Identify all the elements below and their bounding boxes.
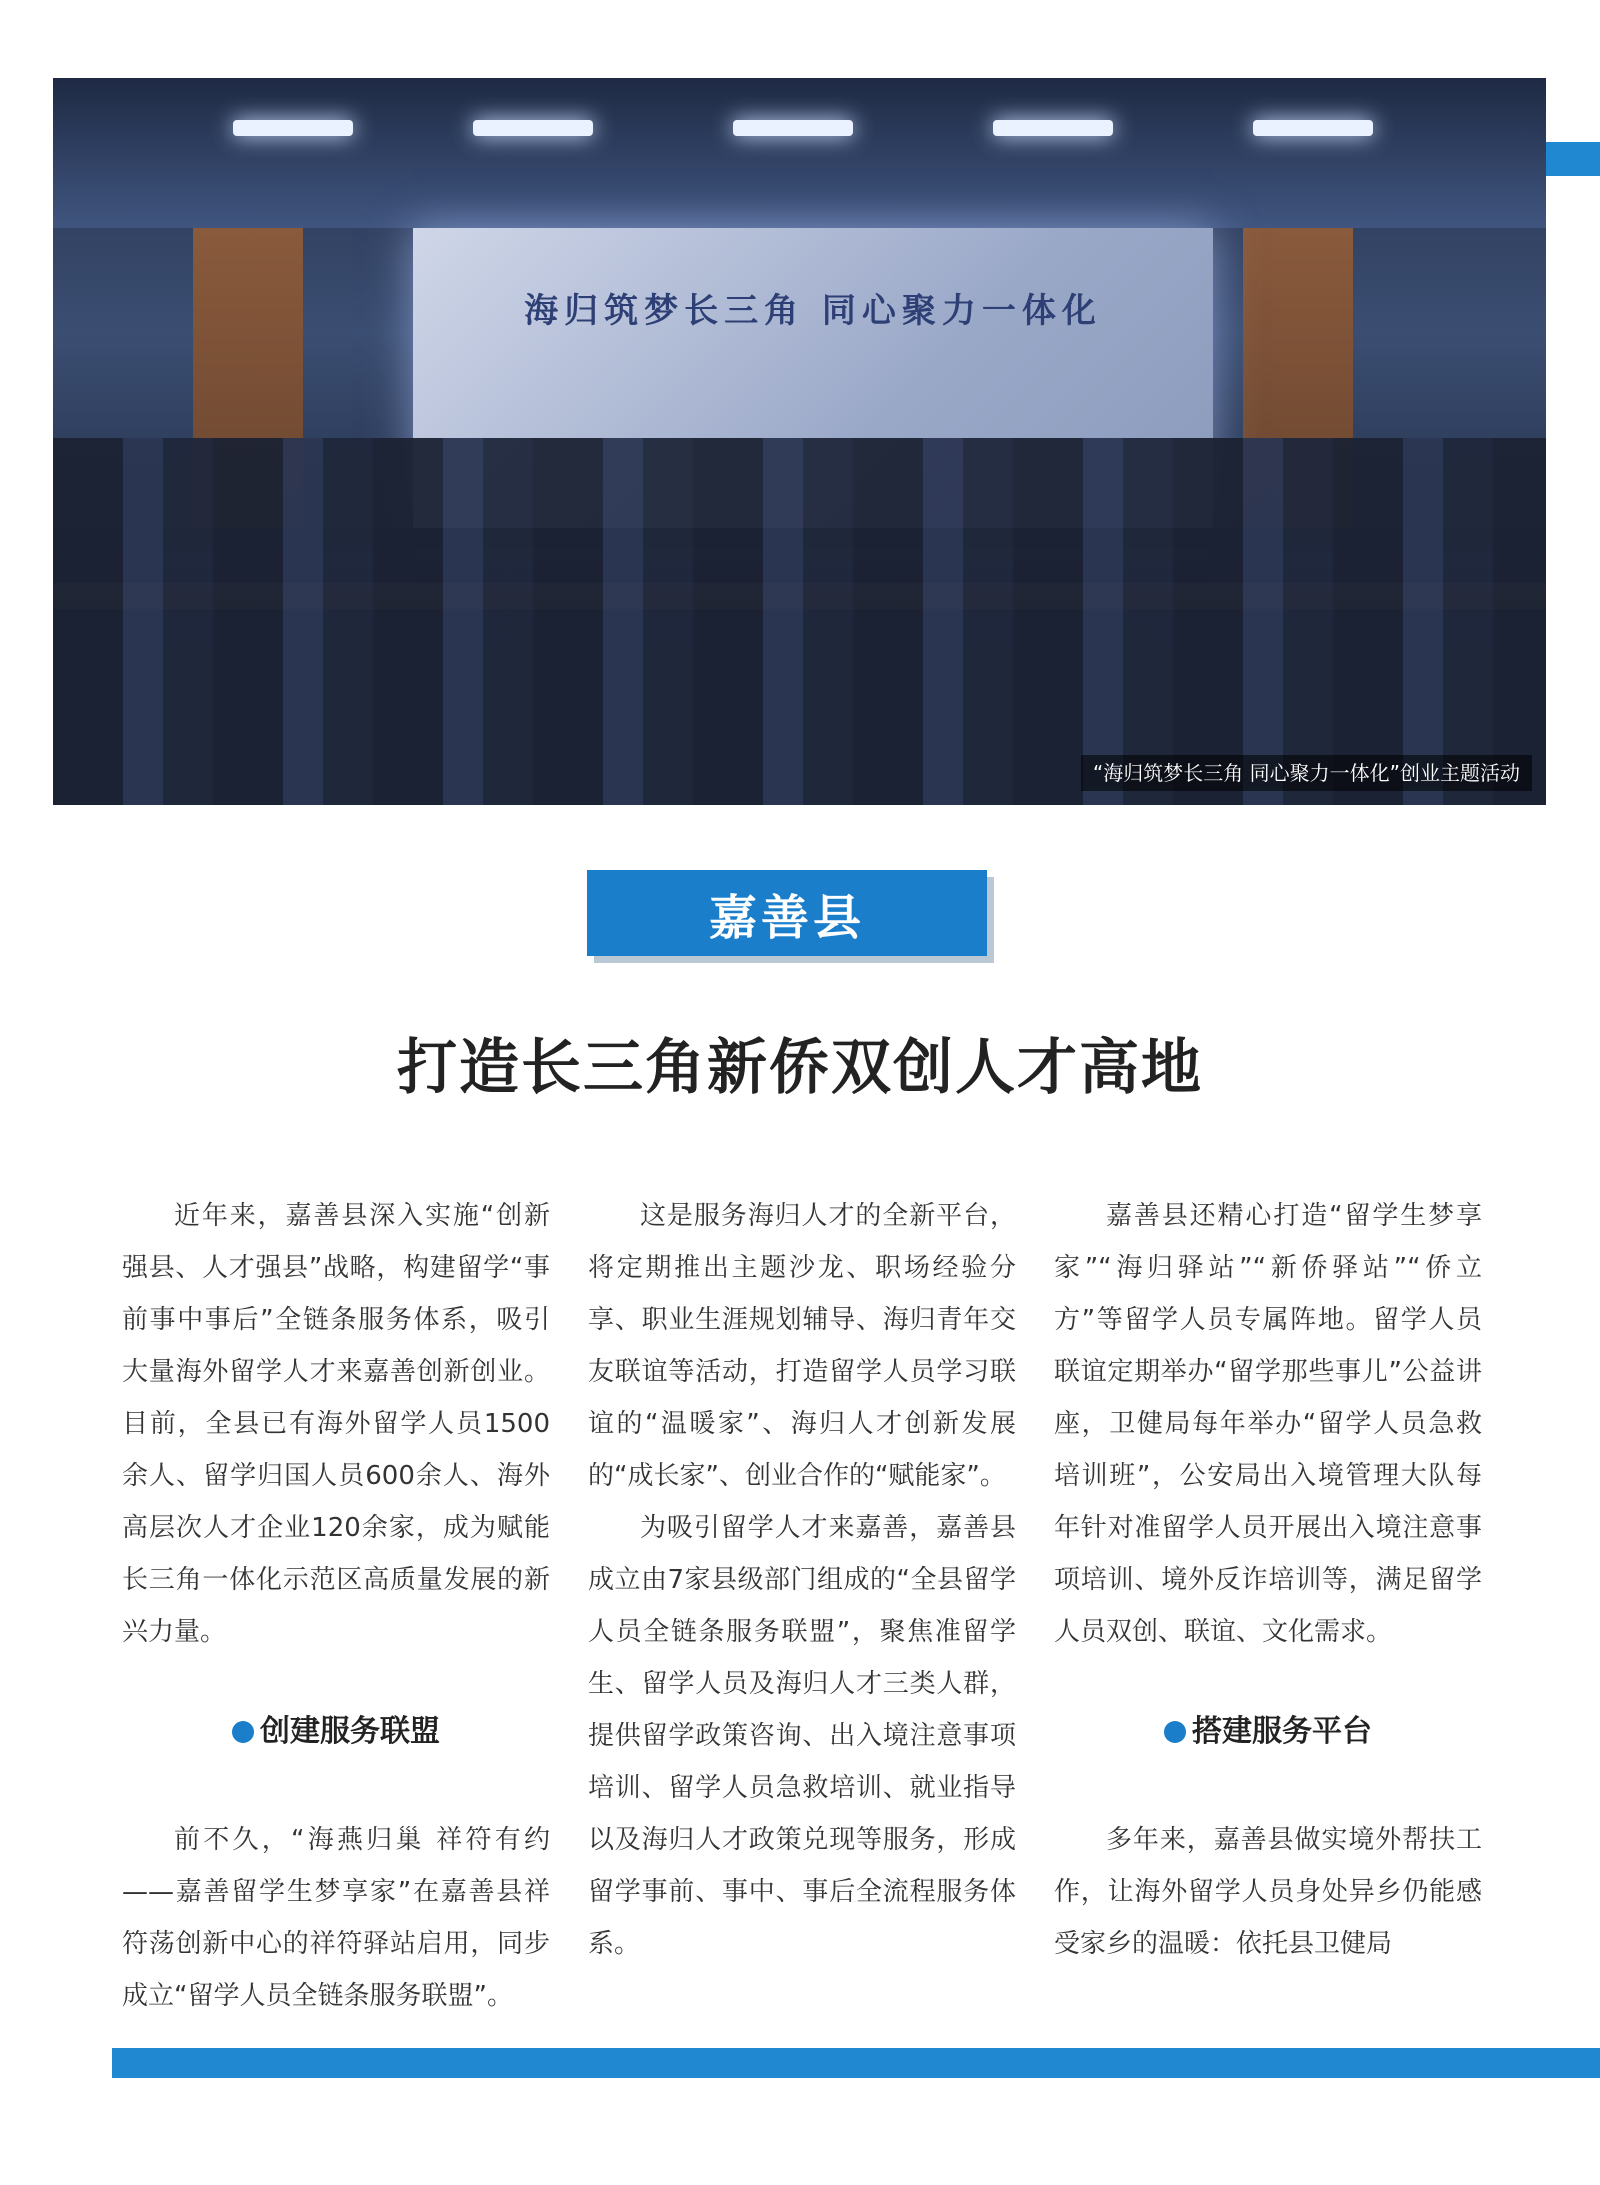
ceiling-light <box>733 120 853 136</box>
photo-ceiling <box>53 78 1546 228</box>
photo-caption: “海归筑梦长三角 同心聚力一体化”创业主题活动 <box>1081 755 1532 791</box>
subhead-label: 创建服务联盟 <box>260 1714 440 1749</box>
county-name: 嘉善县 <box>708 889 865 946</box>
paragraph: 这是服务海归人才的全新平台，将定期推出主题沙龙、职场经验分享、职业生涯规划辅导、海归青年交友联谊等活动，打造留学人员学习联谊的“温暖家”、海归人才创新发展的“成长家”、创业合作的“赋能家”。 <box>588 1201 1016 1491</box>
event-photo <box>53 78 1546 805</box>
article-headline: 打造长三角新侨双创人才高地 <box>397 1033 1203 1103</box>
paragraph: 嘉善县还精心打造“留学生梦享家”“海归驿站”“新侨驿站”“侨立方”等留学人员专属阵地。留学人员联谊定期举办“留学那些事儿”公益讲座，卫健局每年举办“留学人员急救培训班”，公安局出入境管理大队每年针对准留学人员开展出入境注意事项培训、境外反诈培训等，满足留学人员双创、联谊、文化需求。 <box>1054 1201 1482 1647</box>
ceiling-light <box>233 120 353 136</box>
paragraph: 近年来，嘉善县深入实施“创新强县、人才强县”战略，构建留学“事前事中事后”全链条服务体系，吸引大量海外留学人才来嘉善创新创业。目前，全县已有海外留学人员1500余人、留学归国人员600余人、海外高层次人才企业120余家，成为赋能长三角一体化示范区高质量发展的新兴力量。 <box>122 1201 550 1647</box>
text-column-1 <box>122 1190 550 2022</box>
text-column-3 <box>1054 1190 1482 1970</box>
footer-bar <box>112 2048 1600 2078</box>
ceiling-light <box>473 120 593 136</box>
paragraph: 为吸引留学人才来嘉善，嘉善县成立由7家县级部门组成的“全县留学人员全链条服务联盟”，聚焦准留学生、留学人员及海归人才三类人群，提供留学政策咨询、出入境注意事项培训、留学人员急救培训、就业指导以及海归人才政策兑现等服务，形成留学事前、事中、事后全流程服务体系。 <box>588 1513 1016 1959</box>
subhead-label: 搭建服务平台 <box>1192 1714 1372 1749</box>
county-badge <box>587 870 987 956</box>
paragraph: 多年来，嘉善县做实境外帮扶工作，让海外留学人员身处异乡仍能感受家乡的温暖：依托县卫健局 <box>1054 1825 1482 1959</box>
audience-row <box>53 528 1546 668</box>
ceiling-light <box>993 120 1113 136</box>
paragraph: 前不久，“海燕归巢 祥符有约——嘉善留学生梦享家”在嘉善县祥符荡创新中心的祥符驿站启用，同步成立“留学人员全链条服务联盟”。 <box>122 1825 550 2011</box>
screen-title: 海归筑梦长三角 同心聚力一体化 <box>524 291 1102 331</box>
ceiling-light <box>1253 120 1373 136</box>
bullet-dot-icon <box>1164 1721 1186 1743</box>
section-subhead <box>122 1712 550 1752</box>
edge-accent-bar <box>1546 142 1600 176</box>
text-column-2 <box>588 1190 1016 1970</box>
section-subhead <box>1054 1712 1482 1752</box>
bullet-dot-icon <box>232 1721 254 1743</box>
